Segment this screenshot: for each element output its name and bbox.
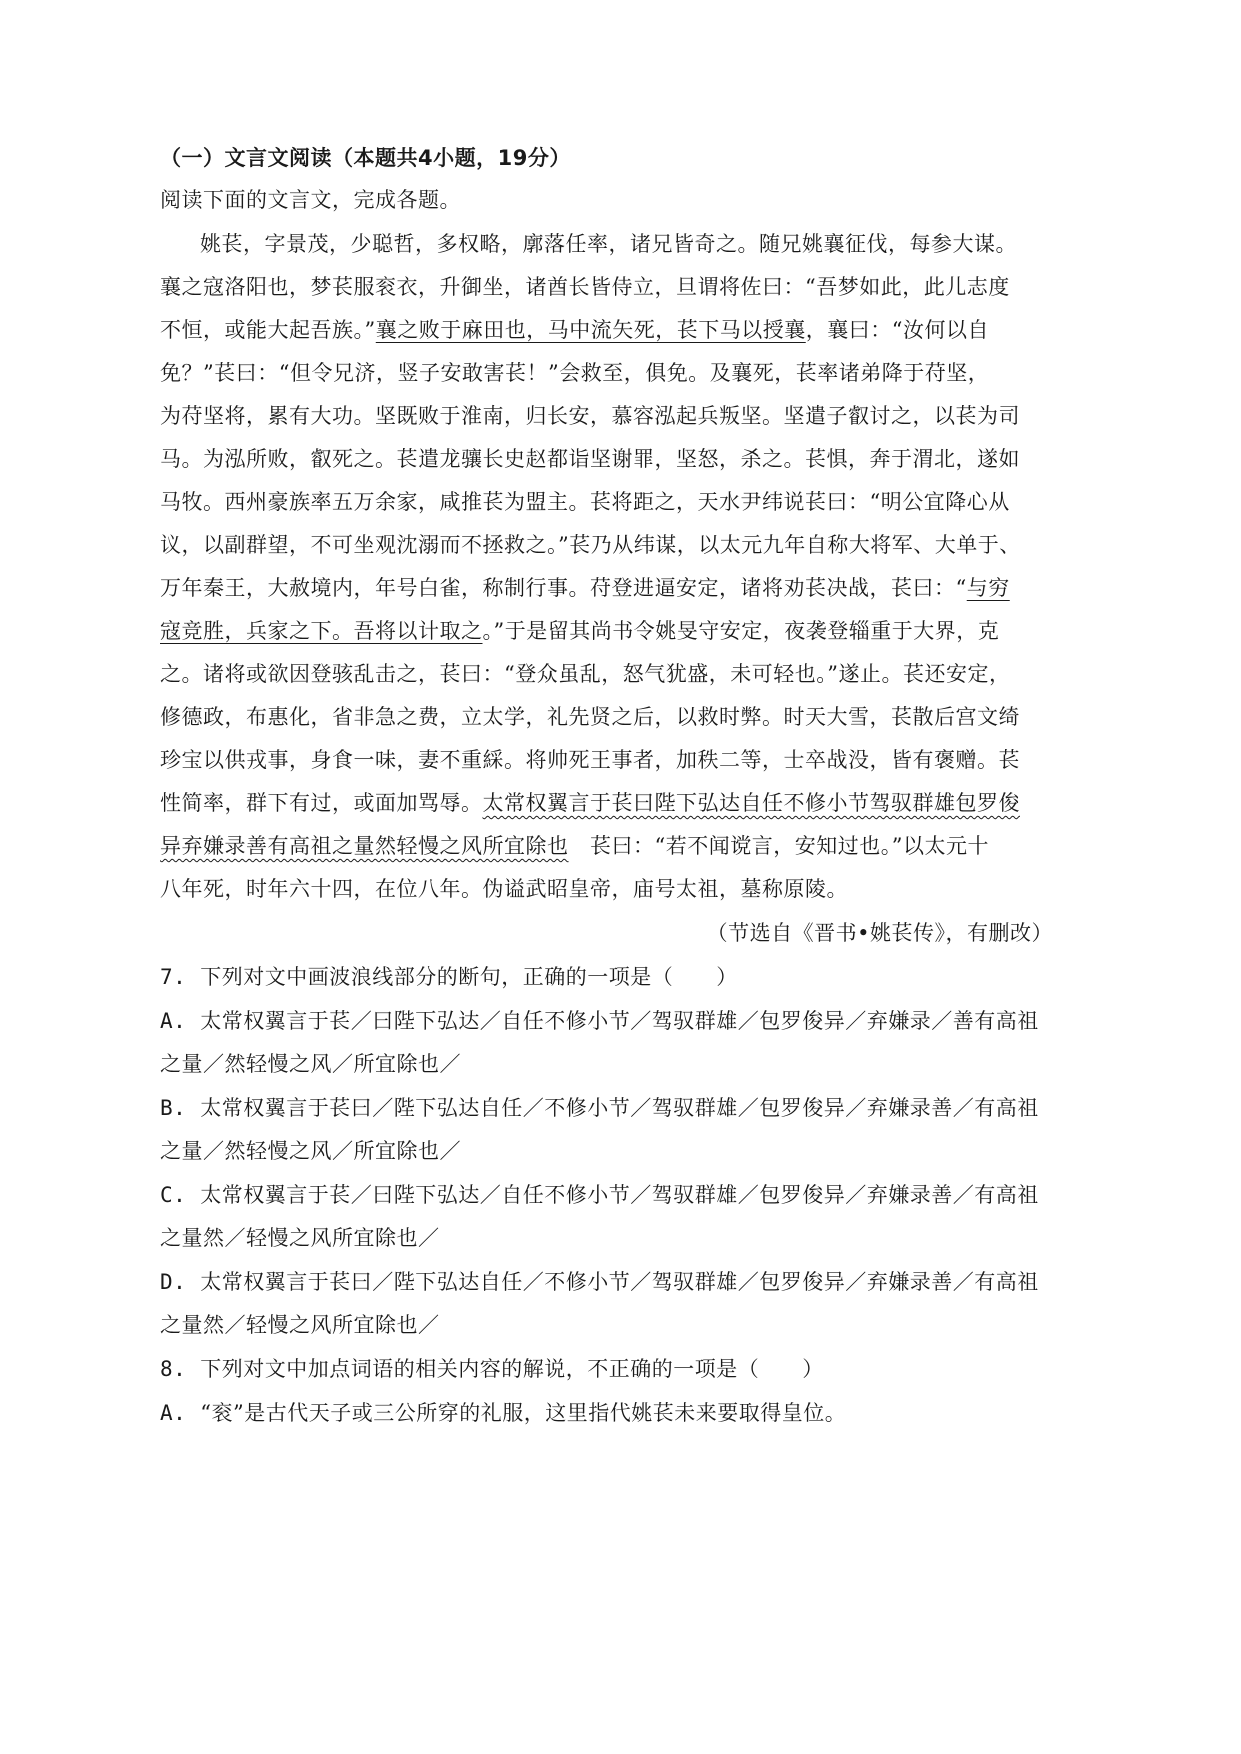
option-c-cont: 之量然／轻慢之风所宜除也／ xyxy=(160,1226,440,1250)
passage-line xyxy=(160,573,1010,603)
option-label: C. xyxy=(160,1183,187,1207)
passage-line: 珍宝以供戎事，身食一味，妻不重綵。将帅死王事者，加秩二等，士卒战没，皆有褒赠。苌 xyxy=(160,748,1020,772)
option-text: 太常权翼言于苌曰／陛下弘达自任／不修小节／驾驭群雄／包罗俊异／弃嫌录善／有高祖 xyxy=(200,1096,1039,1120)
option-a[interactable] xyxy=(160,1398,846,1428)
option-label: A. xyxy=(160,1009,187,1033)
option-label: D. xyxy=(160,1270,187,1294)
passage-line: 姚苌，字景茂，少聪哲，多权略，廓落任率，诸兄皆奇之。随兄姚襄征伐，每参大谋。 xyxy=(200,232,1017,256)
option-text: 太常权翼言于苌／曰陛下弘达／自任不修小节／驾驭群雄／包罗俊异／弃嫌录／善有高祖 xyxy=(200,1009,1039,1033)
passage-text: ，襄曰：“汝何以自 xyxy=(805,318,989,342)
passage-line: 修德政，布惠化，省非急之费，立太学，礼先贤之后，以救时弊。时天大雪，苌散后宫文绮 xyxy=(160,705,1020,729)
option-b-cont: 之量／然轻慢之风／所宜除也／ xyxy=(160,1139,461,1163)
passage-line: 马牧。西州豪族率五万余家，咸推苌为盟主。苌将距之，天水尹纬说苌曰：“明公宜降心从 xyxy=(160,490,1010,514)
question-text: 下列对文中画波浪线部分的断句，正确的一项是（ ） xyxy=(200,965,738,989)
passage-text: 万年秦王，大赦境内，年号白雀，称制行事。苻登进逼安定，诸将劝苌决战，苌曰：“ xyxy=(160,576,967,600)
passage-text: 不恒，或能大起吾族。” xyxy=(160,318,376,342)
passage-source: （节选自《晋书•姚苌传》，有删改） xyxy=(706,921,1053,945)
passage-line: 议，以副群望，不可坐观沈溺而不拯救之。”苌乃从纬谋，以太元九年自称大将军、大单于、 xyxy=(160,533,1021,557)
underlined-sentence-1: 襄之败于麻田也，马中流矢死，苌下马以授襄 xyxy=(375,318,806,342)
option-text: 太常权翼言于苌曰／陛下弘达自任／不修小节／驾驭群雄／包罗俊异／弃嫌录善／有高祖 xyxy=(200,1270,1039,1294)
passage-line xyxy=(160,315,989,345)
passage-text: 性简率，群下有过，或面加骂辱。 xyxy=(160,791,483,815)
passage-line: 八年死，时年六十四，在位八年。伪谥武昭皇帝，庙号太祖，墓称原陵。 xyxy=(160,877,848,901)
question-stem xyxy=(160,962,738,992)
option-a[interactable] xyxy=(160,1006,1039,1036)
option-text: “衮”是古代天子或三公所穿的礼服，这里指代姚苌未来要取得皇位。 xyxy=(200,1401,847,1425)
option-a-cont: 之量／然轻慢之风／所宜除也／ xyxy=(160,1052,461,1076)
option-text: 太常权翼言于苌／曰陛下弘达／自任不修小节／驾驭群雄／包罗俊异／弃嫌录善／有高祖 xyxy=(200,1183,1039,1207)
option-d[interactable] xyxy=(160,1267,1039,1297)
passage-text: 。”于是留其尚书令姚旻守安定，夜袭登辎重于大界，克 xyxy=(482,619,1000,643)
option-d-cont: 之量然／轻慢之风所宜除也／ xyxy=(160,1313,440,1337)
underlined-sentence-2-cont: 寇竞胜，兵家之下。吾将以计取之 xyxy=(160,619,483,643)
instruction-text: 阅读下面的文言文，完成各题。 xyxy=(160,188,461,212)
wavy-underlined-text: 太常权翼言于苌曰陛下弘达自任不修小节驾驭群雄包罗俊 xyxy=(482,791,1020,815)
question-text: 下列对文中加点词语的相关内容的解说，不正确的一项是（ ） xyxy=(200,1357,824,1381)
option-c[interactable] xyxy=(160,1180,1039,1210)
wavy-underlined-text-cont: 异弃嫌录善有高祖之量然轻慢之风所宜除也 xyxy=(160,834,569,858)
passage-line: 马。为泓所败，叡死之。苌遣龙骧长史赵都诣坚谢罪，坚怒，杀之。苌惧，奔于渭北，遂如 xyxy=(160,447,1020,471)
underlined-sentence-2: 与穷 xyxy=(966,576,1010,600)
question-number: 8. xyxy=(160,1357,187,1381)
passage-line xyxy=(160,831,989,861)
question-stem xyxy=(160,1354,824,1384)
question-number: 7. xyxy=(160,965,187,989)
section-title: （一）文言文阅读（本题共4小题，19分） xyxy=(160,146,571,170)
passage-line: 之。诸将或欲因登骇乱击之，苌曰：“登众虽乱，怒气犹盛，未可轻也。”遂止。苌还安定， xyxy=(160,662,1011,686)
passage-text: 苌曰：“若不闻谠言，安知过也。”以太元十 xyxy=(568,834,989,858)
passage-line: 为苻坚将，累有大功。坚既败于淮南，归长安，慕容泓起兵叛坚。坚遣子叡讨之，以苌为司 xyxy=(160,404,1020,428)
option-b[interactable] xyxy=(160,1093,1039,1123)
passage-line: 免？”苌曰：“但令兄济，竖子安敢害苌！”会救至，俱免。及襄死，苌率诸弟降于苻坚， xyxy=(160,361,990,385)
passage-line xyxy=(160,788,1020,818)
passage-line xyxy=(160,616,999,646)
option-label: B. xyxy=(160,1096,187,1120)
passage-line: 襄之寇洛阳也，梦苌服衮衣，升御坐，诸酋长皆侍立，旦谓将佐曰：“吾梦如此，此儿志度 xyxy=(160,275,1010,299)
option-label: A. xyxy=(160,1401,187,1425)
